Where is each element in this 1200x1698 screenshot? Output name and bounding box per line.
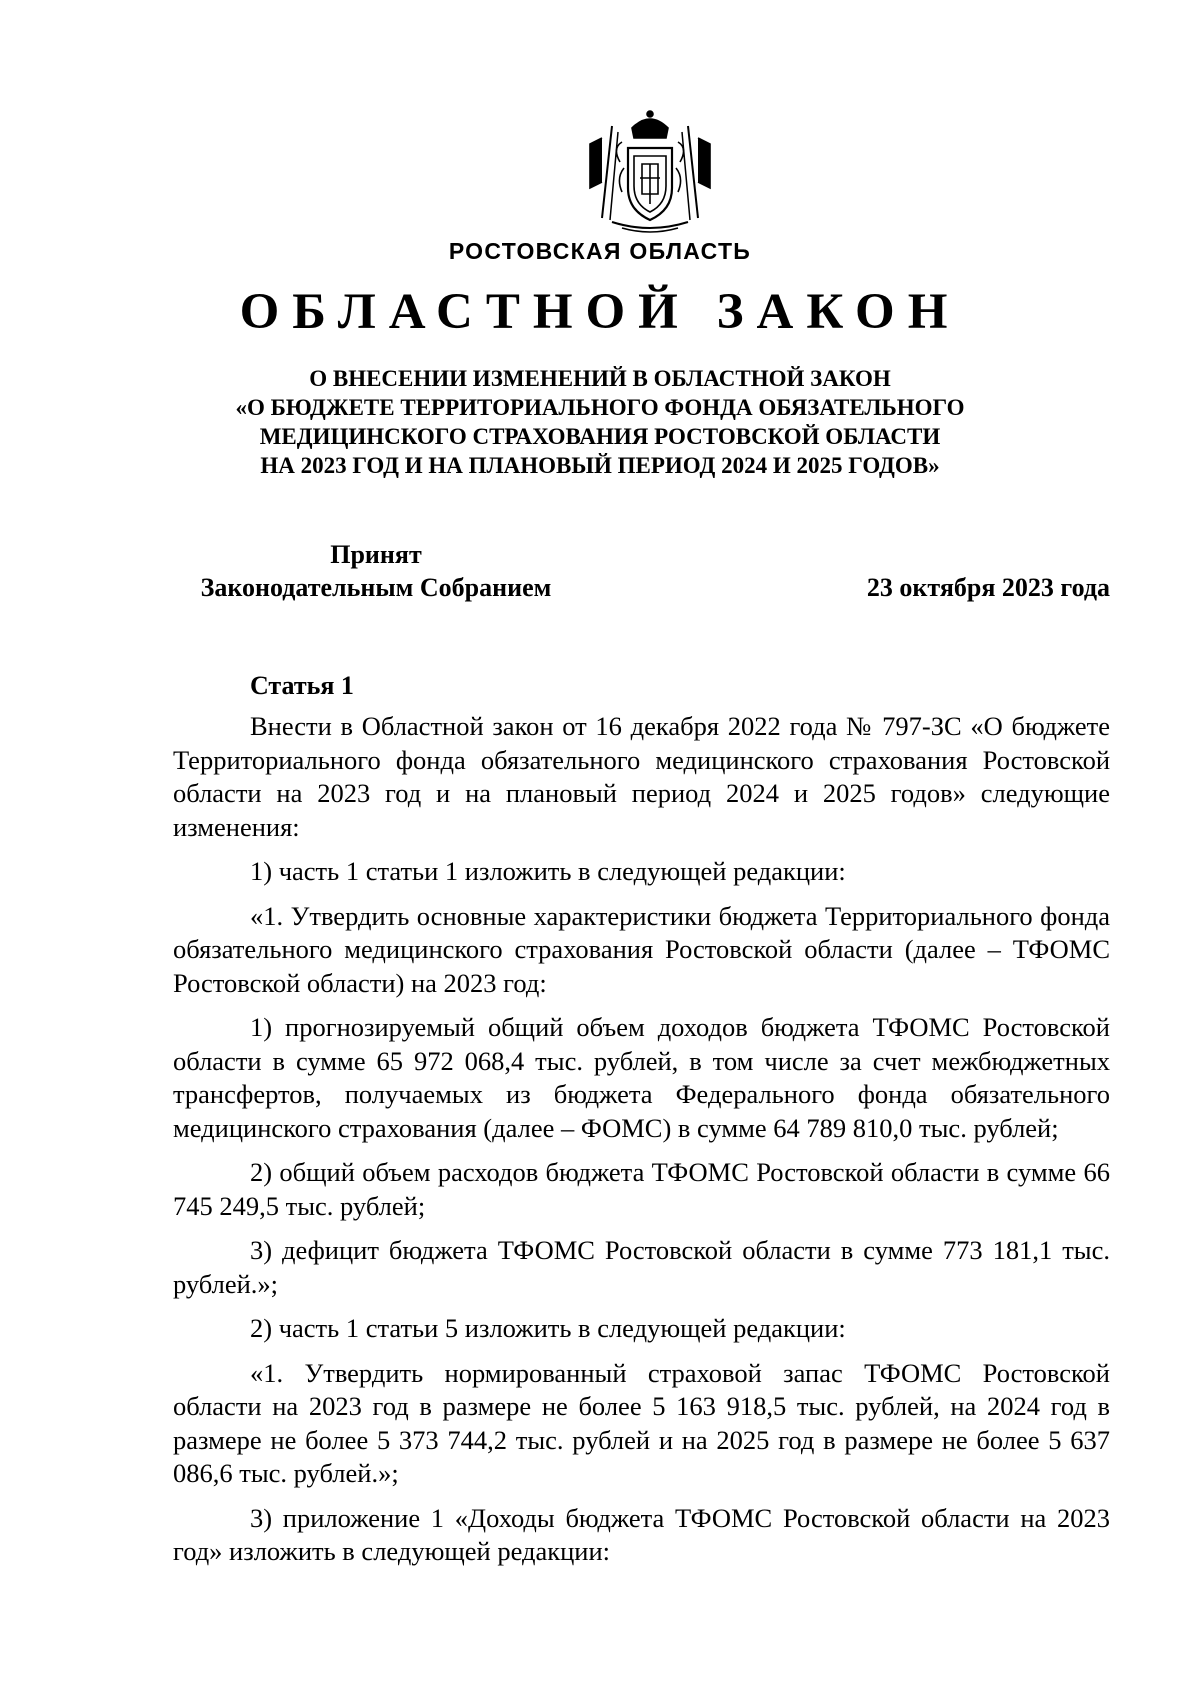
adoption-date: 23 октября 2023 года <box>866 573 1110 602</box>
paragraph: 3) приложение 1 «Доходы бюджета ТФОМС Ростовской области на 2023 год» изложить в следующей редакции: <box>173 1502 1110 1566</box>
article-body <box>173 710 1110 1580</box>
document-type-title: ОБЛАСТНОЙ ЗАКОН <box>239 284 961 340</box>
adoption-line-2: Законодательным Собранием <box>200 573 552 602</box>
paragraph: 2) общий объем расходов бюджета ТФОМС Ростовской области в сумме 66 745 249,5 тыс. рублей; <box>173 1157 1110 1221</box>
adoption-block <box>176 538 576 604</box>
paragraph: 1) часть 1 статьи 1 изложить в следующей редакции: <box>250 856 846 886</box>
paragraph: «1. Утвердить основные характеристики бюджета Территориального фонда обязательного медицинского страхования Ростовской области (далее – ТФОМС Ростовской области) на 2023 год: <box>173 900 1110 998</box>
subject-line: О ВНЕСЕНИИ ИЗМЕНЕНИЙ В ОБЛАСТНОЙ ЗАКОН <box>309 366 891 391</box>
coat-of-arms-icon <box>582 108 718 236</box>
paragraph: 3) дефицит бюджета ТФОМС Ростовской области в сумме 773 181,1 тыс. рублей.»; <box>173 1235 1110 1299</box>
article-heading: Статья 1 <box>250 671 354 700</box>
subject-line: НА 2023 ГОД И НА ПЛАНОВЫЙ ПЕРИОД 2024 И 2025 ГОДОВ» <box>260 453 940 478</box>
paragraph: 1) прогнозируемый общий объем доходов бюджета ТФОМС Ростовской области в сумме 65 972 068,4 тыс. рублей, в том числе за счет межбюджетных трансфертов, получаемых из бюджета Федерального фонда обязательного медицинского страхования (далее – ФОМС) в сумме 64 789 810,0 тыс. рублей; <box>173 1012 1110 1143</box>
subject-line: МЕДИЦИНСКОГО СТРАХОВАНИЯ РОСТОВСКОЙ ОБЛАСТИ <box>259 424 941 449</box>
law-subject <box>0 364 1200 480</box>
subject-line: «О БЮДЖЕТЕ ТЕРРИТОРИАЛЬНОГО ФОНДА ОБЯЗАТЕЛЬНОГО <box>235 395 965 420</box>
paragraph: «1. Утвердить нормированный страховой запас ТФОМС Ростовской области на 2023 год в размере не более 5 163 918,5 тыс. рублей, на 2024 год в размере не более 5 373 744,2 тыс. рублей и на 2025 год в размере не более 5 637 086,6 тыс. рублей.»; <box>173 1357 1110 1488</box>
adoption-line-1: Принят <box>330 540 422 569</box>
region-name: РОСТОВСКАЯ ОБЛАСТЬ <box>448 238 752 264</box>
paragraph: 2) часть 1 статьи 5 изложить в следующей редакции: <box>250 1313 846 1343</box>
paragraph: Внести в Областной закон от 16 декабря 2022 года № 797-ЗС «О бюджете Территориального фонда обязательного медицинского страхования Ростовской области на 2023 год и на плановый период 2024 и 2025 годов» следующие изменения: <box>173 711 1110 842</box>
